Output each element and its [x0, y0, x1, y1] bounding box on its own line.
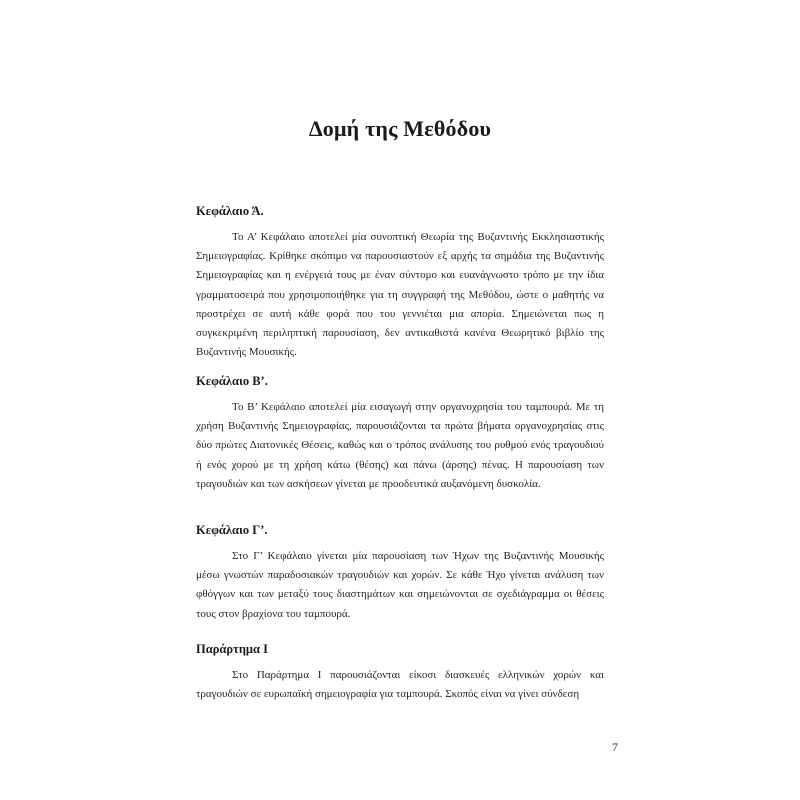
section-heading: Κεφάλαιο Β’. — [196, 374, 268, 388]
section-paragraph: Στο Γ’ Κεφάλαιο γίνεται μία παρουσίαση των Ήχων της Βυζαντινής Μουσικής μέσω γνωστών παραδοσιακών τραγουδιών και χορών. Σε κάθε Ήχο γίνεται ανάλυση των φθόγγων και των μεταξύ τους διαστημάτων και σημειώνονται σε σχεδιάγραμμα οι θέσεις τους στον βραχίονα του ταμπουρά. — [196, 550, 604, 620]
section-heading: Παράρτημα Ι — [196, 642, 268, 656]
page-number: 7 — [612, 740, 618, 754]
section-heading: Κεφάλαιο Γ’. — [196, 523, 268, 537]
section-paragraph: Στο Παράρτημα Ι παρουσιάζονται είκοσι διασκευές ελληνικών χορών και τραγουδιών σε ευρωπαϊκή σημειογραφία για ταμπουρά. Σκοπός είναι να γίνει σύνδεση — [196, 669, 604, 701]
section-chapter-c — [196, 522, 604, 620]
section-paragraph: Το Β’ Κεφάλαιο αποτελεί μία εισαγωγή στην οργανοχρησία του ταμπουρά. Με τη χρήση Βυζαντινής Σημειογραφίας, παρουσιάζονται τα πρώτα βήματα οργανοχρησίας στις δύο πρώτες Διατονικές Θέσεις, καθώς και ο τρόπος ανάλυσης του ρυθμού ενός τραγουδιού ή ενός χορού με τη χρήση κάτω (θέσης) και πάνω (άρσης) πένας. Η παρουσίαση των τραγουδιών και των ασκήσεων γίνεται με προοδευτικά αυξανόμενη δυσκολία. — [196, 401, 604, 490]
section-chapter-b — [196, 373, 604, 490]
section-paragraph: Το Α’ Κεφάλαιο αποτελεί μία συνοπτική Θεωρία της Βυζαντινής Εκκλησιαστικής Σημειογραφίας. Κρίθηκε σκόπιμο να παρουσιαστούν εξ αρχής τα σημάδια της Βυζαντινής Σημειογραφίας και η ενέργειά τους με έναν σύντομο και ευανάγνωστο τρόπο με την ίδια γραμματοσειρά που χρησιμοποιήθηκε για τη συγγραφή της Μεθόδου, ώστε ο μαθητής να προστρέχει σε αυτή κάθε φορά που του γεννιέται μια απορία. Σημειώνεται πως η συγκεκριμένη περιληπτική παρουσίαση, δεν αντικαθιστά κανένα Θεωρητικό βιβλίο της Βυζαντινής Μουσικής. — [196, 231, 604, 359]
section-heading: Κεφάλαιο Ά. — [196, 204, 264, 218]
page-title: Δομή της Μεθόδου — [308, 116, 492, 141]
section-appendix-1 — [196, 641, 604, 701]
